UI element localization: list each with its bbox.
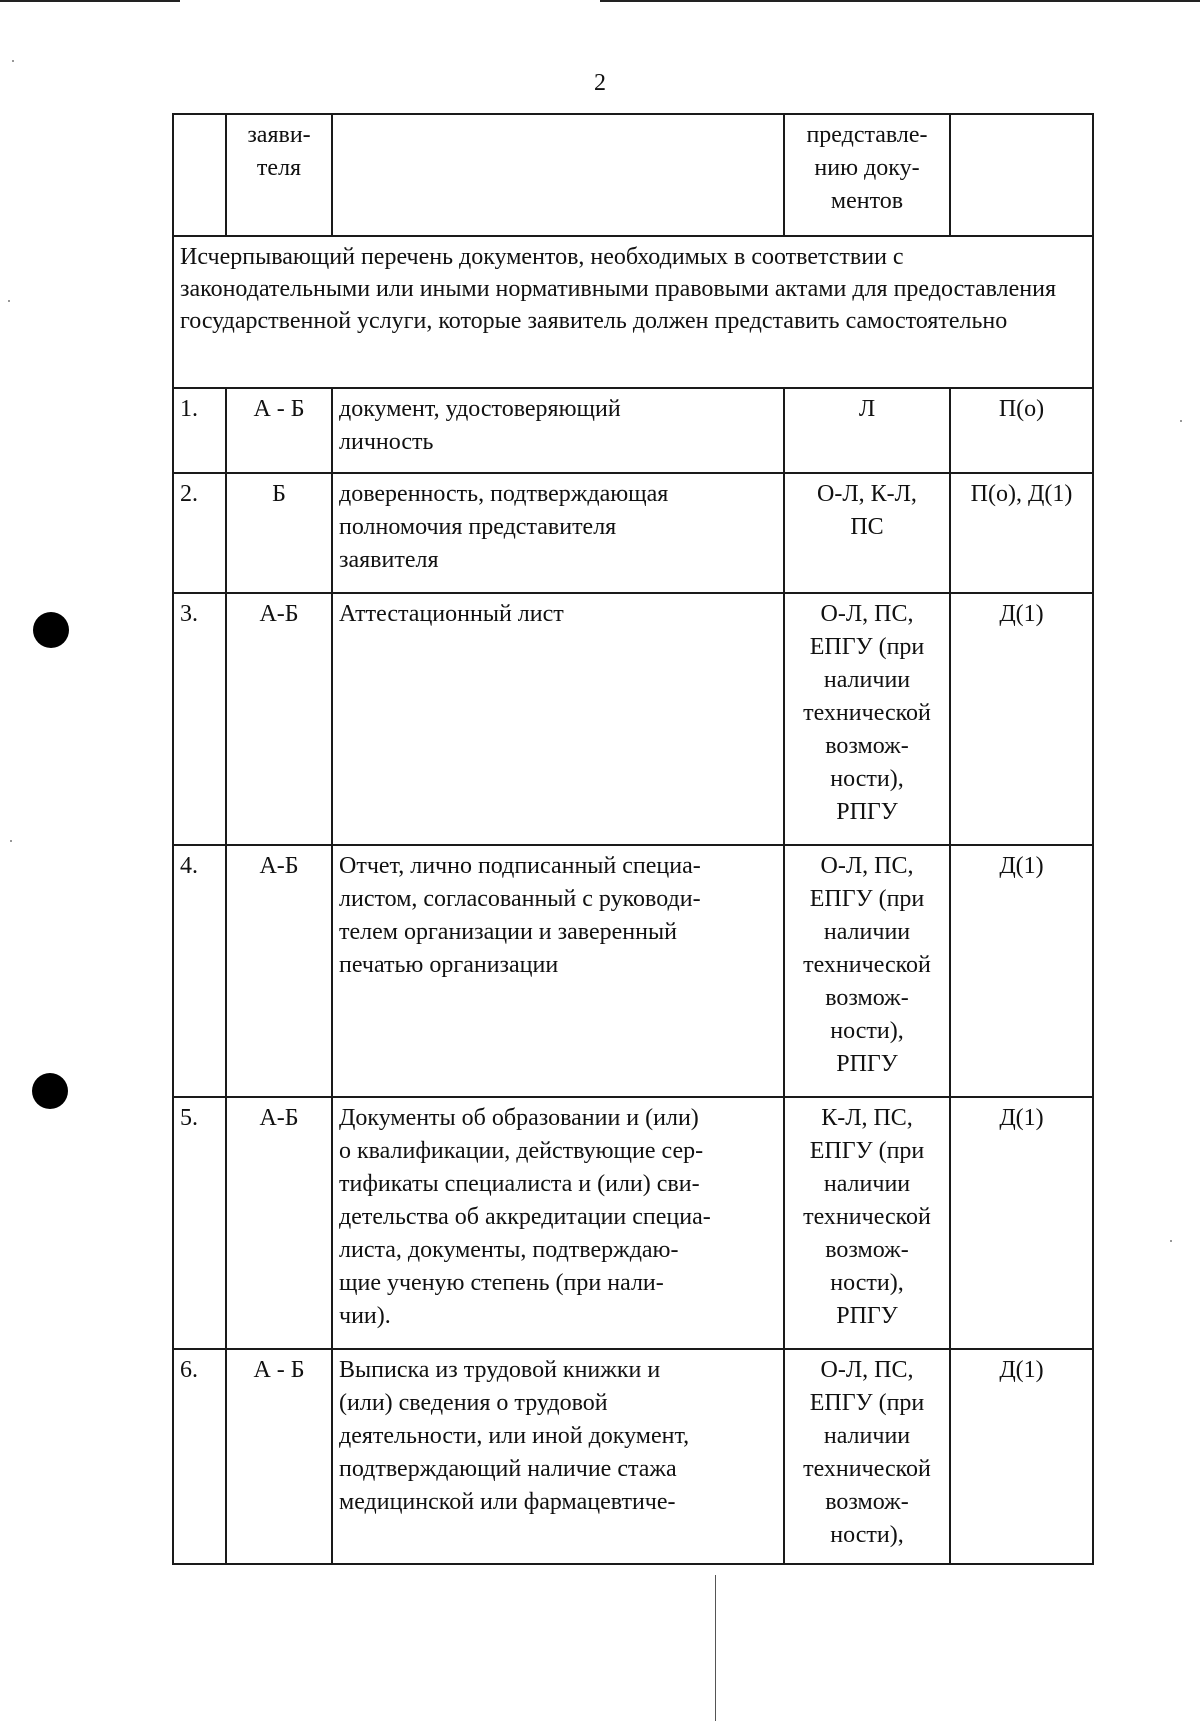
row-requirement: Д(1) — [999, 1105, 1044, 1131]
row-requirement: П(о), Д(1) — [970, 481, 1073, 507]
row-description-cell — [332, 1097, 784, 1349]
row-submission-form-cell — [784, 1097, 950, 1349]
row-description: Документы об образовании и (или) о квалификации, действующие сер- тификаты специалиста и (или) сви- детельства об аккредитации специа- листа, документы, подтверждаю- щие ученую степень (при нали- чии). — [339, 1105, 711, 1329]
row-submission-form: О-Л, ПС, ЕПГУ (при наличии технической возмож- ности), — [803, 1357, 931, 1548]
row-number: 4. — [180, 853, 198, 879]
section-title-cell — [173, 236, 1093, 388]
header-applicant-cell — [226, 114, 332, 236]
row-requirement-cell — [950, 1097, 1093, 1349]
row-applicant: А-Б — [259, 853, 299, 879]
row-submission-form: О-Л, К-Л, ПС — [817, 481, 917, 540]
header-requirement-cell — [950, 114, 1093, 236]
row-num-cell — [173, 845, 226, 1097]
row-requirement: Д(1) — [999, 853, 1044, 879]
table-row — [173, 388, 1093, 473]
table-row — [173, 1097, 1093, 1349]
header-applicant-label: заяви- теля — [247, 122, 311, 181]
documents-table — [172, 113, 1094, 1565]
punch-hole — [32, 1073, 68, 1109]
row-requirement-cell — [950, 388, 1093, 473]
punch-hole — [33, 612, 69, 648]
row-num-cell — [173, 388, 226, 473]
table-row — [173, 1349, 1093, 1564]
scan-speck — [8, 300, 10, 302]
section-title: Исчерпывающий перечень документов, необходимых в соответствии с законодательными или иными нормативными правовыми актами для предоставления государственной услуги, которые заявитель должен представить самостоятельно — [180, 244, 1057, 334]
row-applicant: А-Б — [259, 1105, 299, 1131]
row-applicant-cell — [226, 473, 332, 593]
row-description: Выписка из трудовой книжки и (или) сведения о трудовой деятельности, или иной документ, подтверждающий наличие стажа медицинской или фармацевтиче- — [339, 1357, 690, 1515]
header-num-cell — [173, 114, 226, 236]
row-applicant-cell — [226, 1097, 332, 1349]
row-number: 6. — [180, 1357, 198, 1383]
row-submission-form: Л — [858, 396, 876, 422]
row-requirement-cell — [950, 1349, 1093, 1564]
scan-speck — [1170, 1240, 1172, 1242]
scan-fold-line — [715, 1575, 716, 1721]
row-applicant: Б — [272, 481, 286, 507]
row-description: документ, удостоверяющий личность — [339, 396, 621, 455]
row-submission-form: К-Л, ПС, ЕПГУ (при наличии технической возмож- ности), РПГУ — [803, 1105, 931, 1329]
scan-speck — [1180, 420, 1182, 422]
header-description-cell — [332, 114, 784, 236]
row-description-cell — [332, 1349, 784, 1564]
row-submission-form-cell — [784, 845, 950, 1097]
row-applicant: А - Б — [253, 396, 305, 422]
row-applicant-cell — [226, 388, 332, 473]
row-description: Отчет, лично подписанный специа- листом, согласованный с руководи- телем организации и заверенный печатью организации — [339, 853, 701, 978]
row-applicant: А - Б — [253, 1357, 305, 1383]
row-description-cell — [332, 388, 784, 473]
row-applicant-cell — [226, 845, 332, 1097]
row-requirement-cell — [950, 845, 1093, 1097]
row-num-cell — [173, 1097, 226, 1349]
row-requirement: Д(1) — [999, 601, 1044, 627]
row-description: Аттестационный лист — [339, 601, 564, 627]
row-requirement: Д(1) — [999, 1357, 1044, 1383]
header-continuation-row — [173, 114, 1093, 236]
row-requirement-cell — [950, 473, 1093, 593]
row-num-cell — [173, 1349, 226, 1564]
row-submission-form-cell — [784, 593, 950, 845]
row-number: 5. — [180, 1105, 198, 1131]
header-submission-form-label: представле- нию доку- ментов — [806, 122, 928, 214]
row-num-cell — [173, 473, 226, 593]
row-applicant-cell — [226, 593, 332, 845]
row-description: доверенность, подтверждающая полномочия представителя заявителя — [339, 481, 669, 573]
row-requirement-cell — [950, 593, 1093, 845]
row-applicant: А-Б — [259, 601, 299, 627]
row-number: 1. — [180, 396, 198, 422]
row-applicant-cell — [226, 1349, 332, 1564]
scan-top-edge-line — [600, 0, 1200, 2]
row-number: 3. — [180, 601, 198, 627]
row-description-cell — [332, 593, 784, 845]
table-row — [173, 845, 1093, 1097]
header-submission-form-cell — [784, 114, 950, 236]
table-row — [173, 473, 1093, 593]
page-number: 2 — [594, 70, 606, 96]
section-title-row — [173, 236, 1093, 388]
row-num-cell — [173, 593, 226, 845]
row-description-cell — [332, 845, 784, 1097]
row-submission-form-cell — [784, 1349, 950, 1564]
row-submission-form: О-Л, ПС, ЕПГУ (при наличии технической возмож- ности), РПГУ — [803, 853, 931, 1077]
scan-speck — [12, 60, 14, 62]
table-row — [173, 593, 1093, 845]
row-number: 2. — [180, 481, 198, 507]
scan-top-edge-line — [0, 0, 180, 2]
row-description-cell — [332, 473, 784, 593]
row-submission-form-cell — [784, 388, 950, 473]
row-submission-form: О-Л, ПС, ЕПГУ (при наличии технической возмож- ности), РПГУ — [803, 601, 931, 825]
scan-speck — [10, 840, 12, 842]
row-submission-form-cell — [784, 473, 950, 593]
row-requirement: П(о) — [998, 396, 1045, 422]
